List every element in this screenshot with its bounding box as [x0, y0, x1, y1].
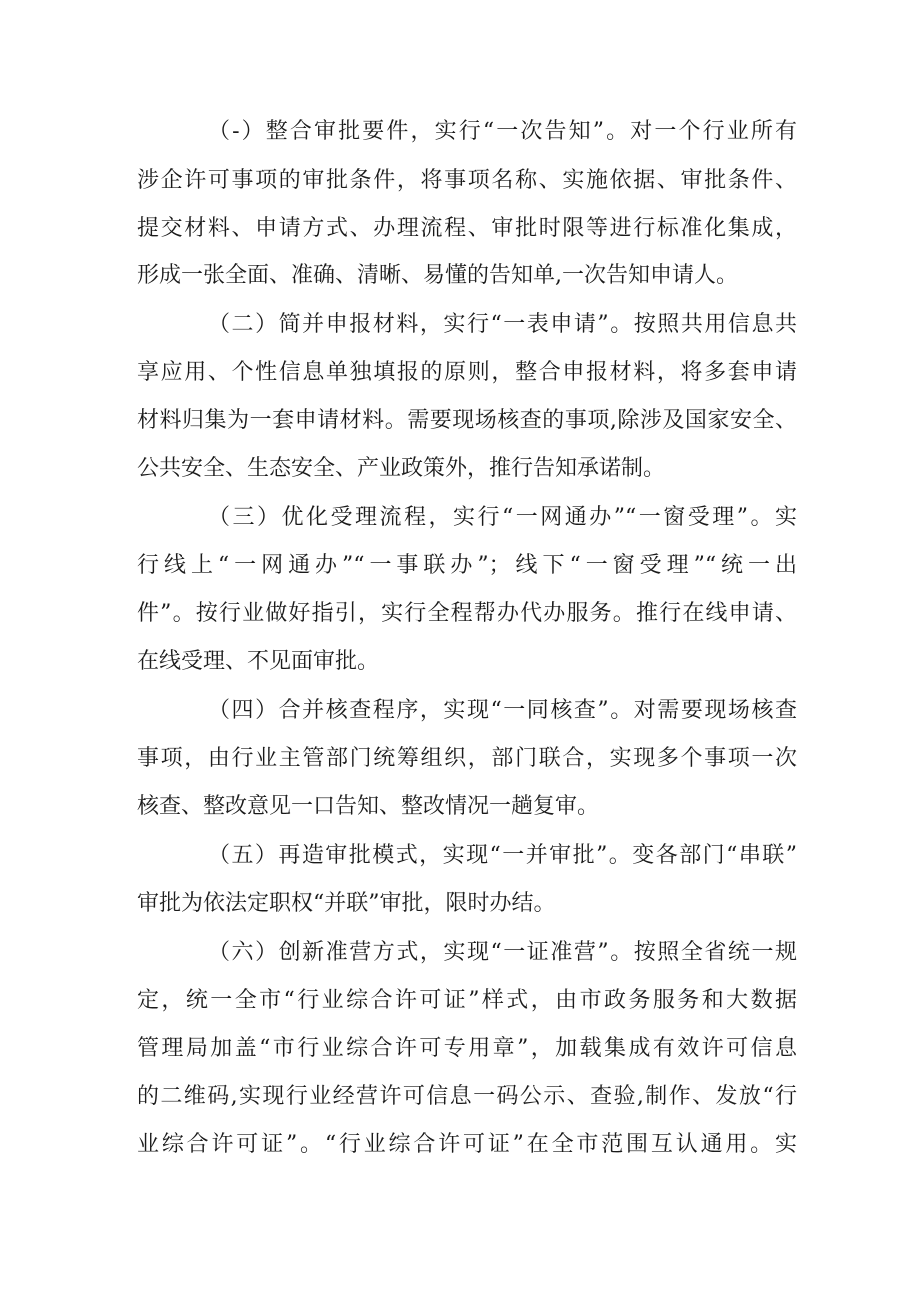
paragraph-1-line-2: 涉企许可事项的审批条件，将事项名称、实施依据、审批条件、: [137, 168, 797, 193]
paragraph-6-line-2: 定，统一全市“行业综合许可证”样式，由市政务服务和大数据: [137, 988, 797, 1013]
paragraph-3-line-1: （三）优化受理流程，实行“一网通办”“一窗受理”。实: [208, 505, 797, 530]
paragraph-6-line-3: 管理局加盖“市行业综合许可专用章”，加载集成有效许可信息: [137, 1036, 797, 1061]
paragraph-3-line-2: 行线上“一网通办”“一事联办”；线下“一窗受理”“统一出: [137, 553, 797, 578]
paragraph-6-line-1: （六）创新准营方式，实现“一证准营”。按照全省统一规: [208, 940, 797, 965]
paragraph-2-line-4: 公共安全、生态安全、产业政策外，推行告知承诺制。: [137, 456, 666, 481]
paragraph-1-line-3: 提交材料、申请方式、办理流程、审批时限等进行标准化集成，: [137, 216, 797, 241]
paragraph-1-line-1: （-）整合审批要件，实行“一次告知”。对一个行业所有: [208, 119, 797, 144]
paragraph-4-line-3: 核查、整改意见一口告知、整改情况一趟复审。: [137, 794, 600, 819]
paragraph-5-line-1: （五）再造审批模式，实现“一并审批”。变各部门“串联”: [208, 843, 797, 868]
paragraph-4-line-1: （四）合并核查程序，实现“一同核查”。对需要现场核查: [208, 698, 797, 723]
paragraph-5-line-2: 审批为依法定职权“并联”审批，限时办结。: [137, 891, 556, 916]
paragraph-2-line-1: （二）简并申报材料，实行“一表申请”。按照共用信息共: [208, 312, 797, 337]
paragraph-3-line-4: 在线受理、不见面审批。: [137, 649, 380, 674]
paragraph-1-line-4: 形成一张全面、准确、清晰、易懂的告知单,一次告知申请人。: [137, 263, 738, 288]
paragraph-3-line-3: 件”。按行业做好指引，实行全程帮办代办服务。推行在线申请、: [137, 601, 797, 626]
paragraph-2-line-3: 材料归集为一套申请材料。需要现场核查的事项,除涉及国家安全、: [137, 408, 797, 433]
paragraph-2-line-2: 享应用、个性信息单独填报的原则，整合申报材料，将多套申请: [137, 360, 797, 385]
paragraph-6-line-5: 业综合许可证”。“行业综合许可证”在全市范围互认通用。实: [137, 1132, 797, 1157]
paragraph-6-line-4: 的二维码,实现行业经营许可信息一码公示、查验,制作、发放“行: [137, 1084, 797, 1109]
paragraph-4-line-2: 事项，由行业主管部门统筹组织，部门联合，实现多个事项一次: [137, 746, 797, 771]
